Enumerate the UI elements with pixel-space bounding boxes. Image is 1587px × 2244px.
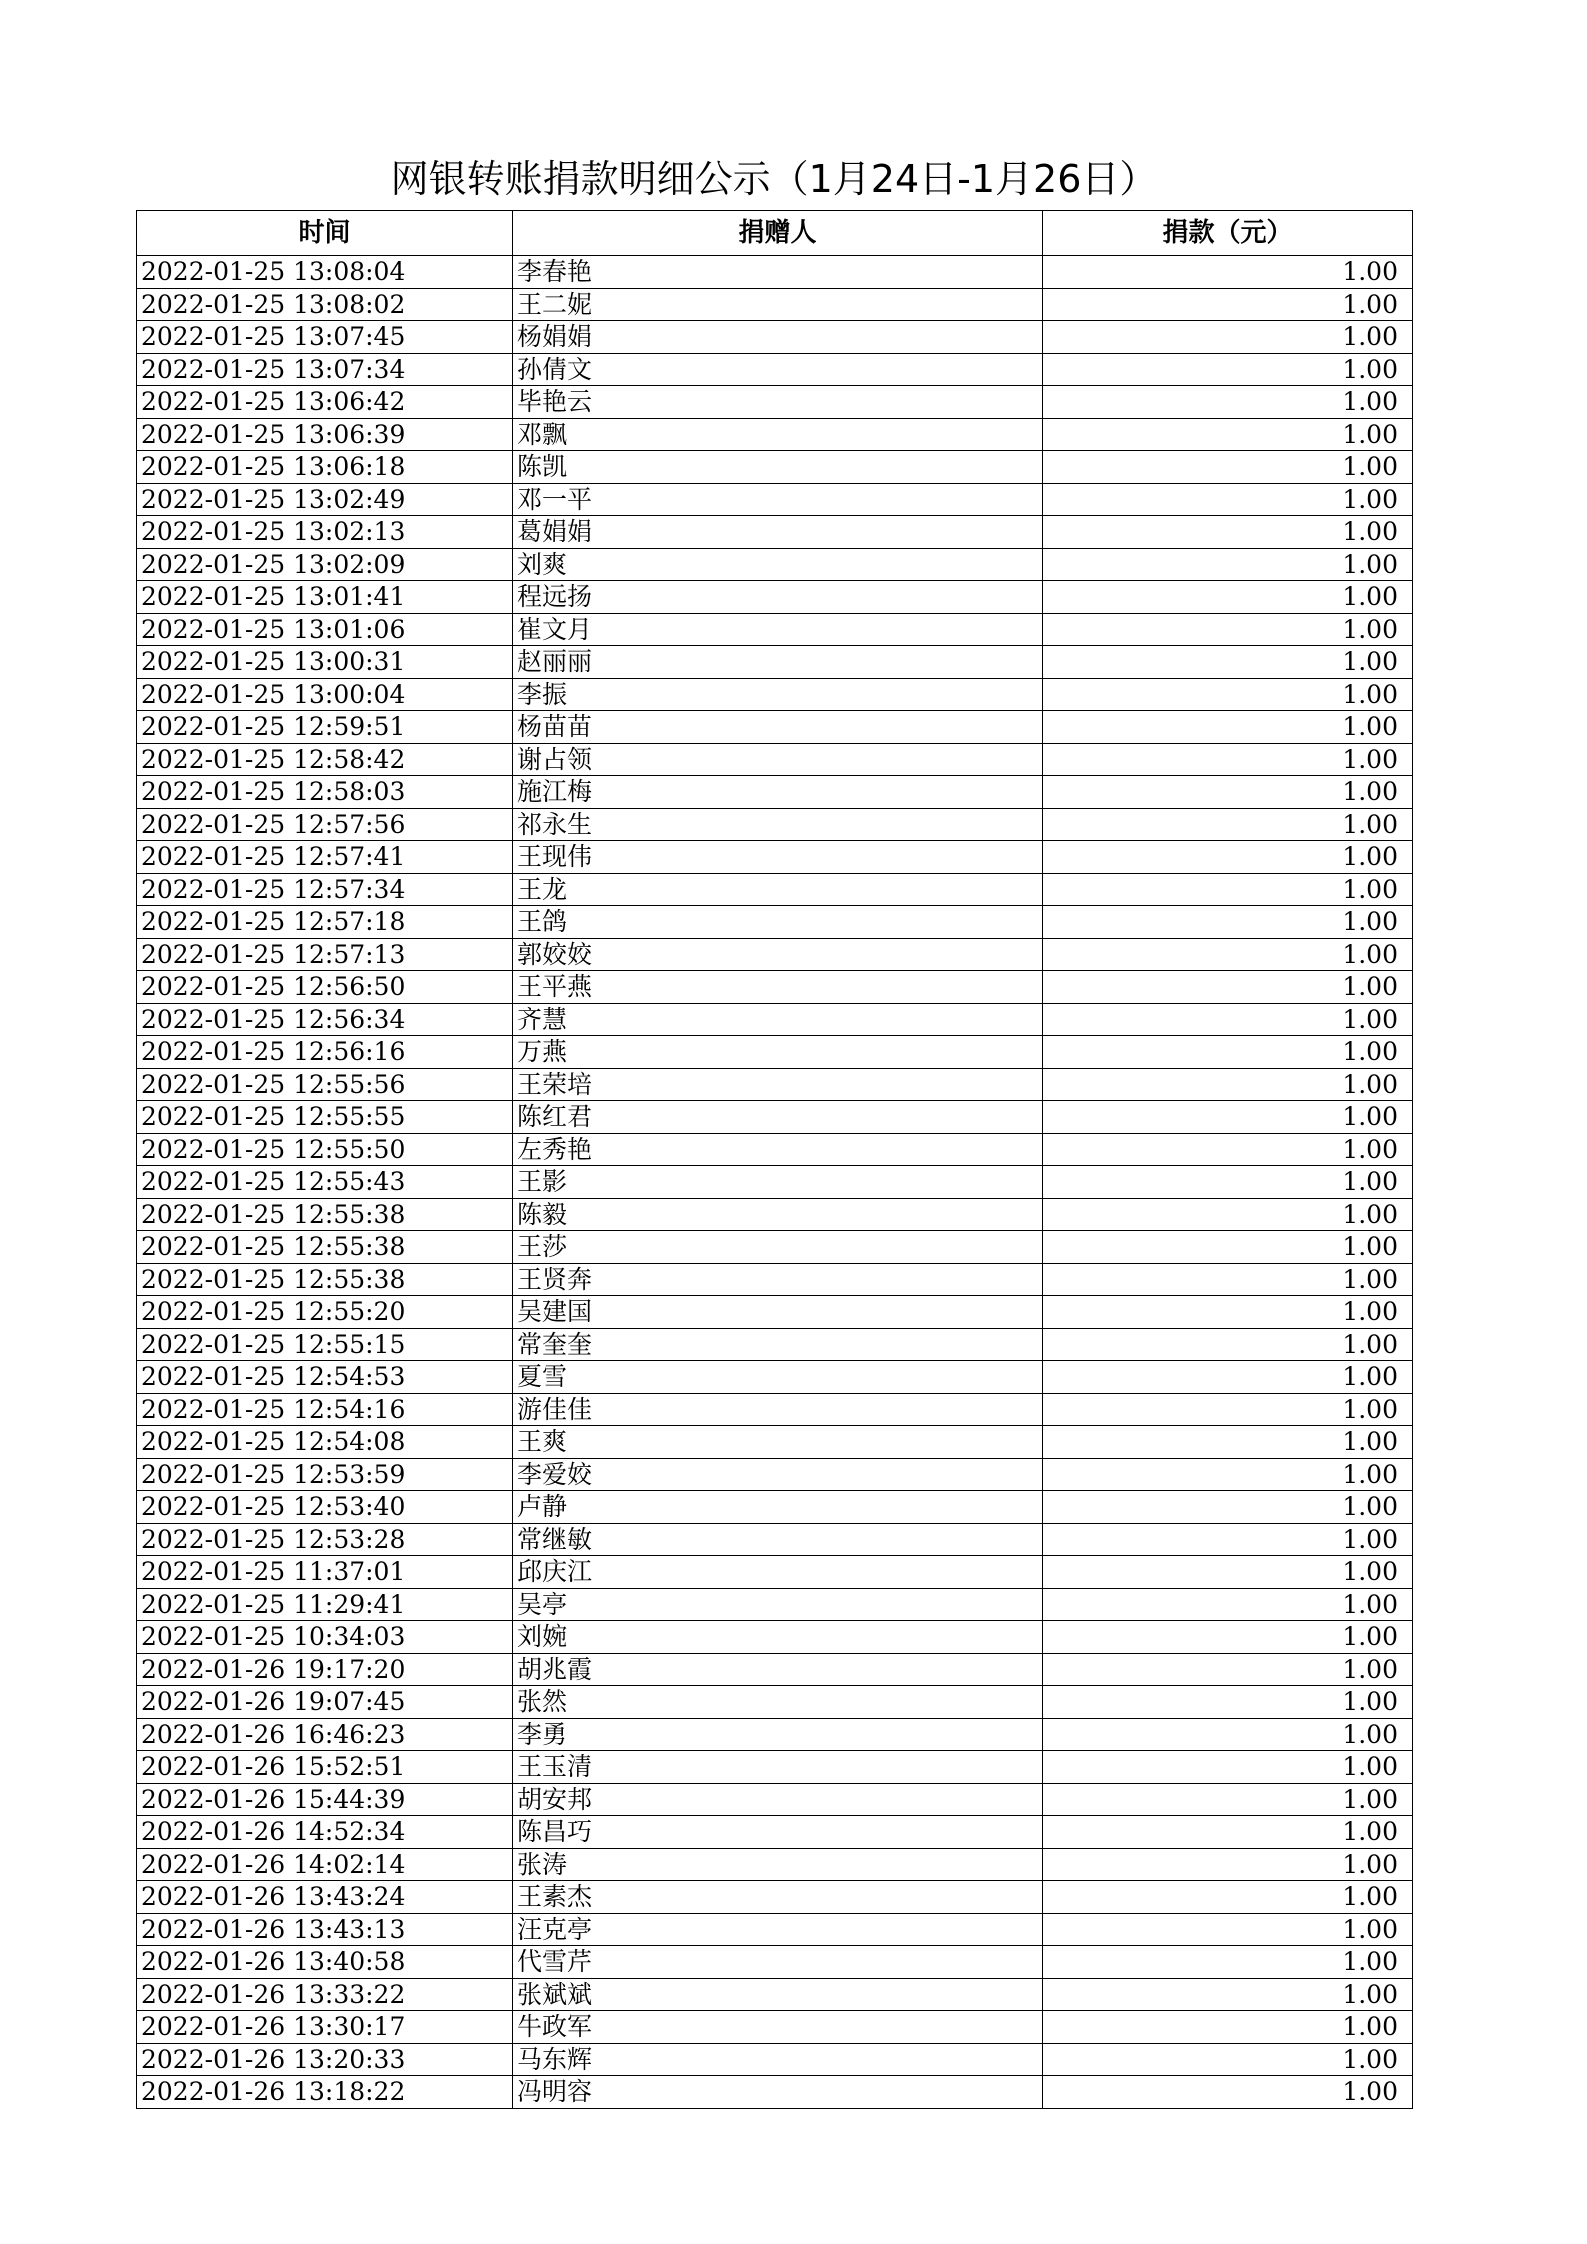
table-row xyxy=(137,321,1413,354)
donation-amount-cell: 1.00 xyxy=(1043,776,1413,809)
donation-amount-cell: 1.00 xyxy=(1043,1036,1413,1069)
donation-amount-cell: 1.00 xyxy=(1043,1166,1413,1199)
donation-time-cell: 2022-01-26 15:44:39 xyxy=(137,1783,513,1816)
donation-amount-cell: 1.00 xyxy=(1043,1068,1413,1101)
table-row xyxy=(137,1263,1413,1296)
donation-amount-cell: 1.00 xyxy=(1043,938,1413,971)
donor-name-cell: 孙倩文 xyxy=(513,353,1043,386)
table-row xyxy=(137,971,1413,1004)
donation-time-cell: 2022-01-26 13:33:22 xyxy=(137,1978,513,2011)
donation-time-cell: 2022-01-25 10:34:03 xyxy=(137,1621,513,1654)
donor-name-cell: 王影 xyxy=(513,1166,1043,1199)
column-header-donor: 捐赠人 xyxy=(513,211,1043,256)
donation-time-cell: 2022-01-25 12:53:28 xyxy=(137,1523,513,1556)
donor-name-cell: 王平燕 xyxy=(513,971,1043,1004)
table-body xyxy=(137,256,1413,2109)
donation-time-cell: 2022-01-26 13:43:24 xyxy=(137,1881,513,1914)
donation-amount-cell: 1.00 xyxy=(1043,1848,1413,1881)
donor-name-cell: 游佳佳 xyxy=(513,1393,1043,1426)
donor-name-cell: 王龙 xyxy=(513,873,1043,906)
donation-amount-cell: 1.00 xyxy=(1043,1913,1413,1946)
donor-name-cell: 李振 xyxy=(513,678,1043,711)
donor-name-cell: 胡安邦 xyxy=(513,1783,1043,1816)
table-row xyxy=(137,1816,1413,1849)
donor-name-cell: 吴亭 xyxy=(513,1588,1043,1621)
donor-name-cell: 代雪芹 xyxy=(513,1946,1043,1979)
donor-name-cell: 杨娟娟 xyxy=(513,321,1043,354)
donation-time-cell: 2022-01-25 12:56:34 xyxy=(137,1003,513,1036)
donation-time-cell: 2022-01-25 12:55:20 xyxy=(137,1296,513,1329)
donor-name-cell: 李勇 xyxy=(513,1718,1043,1751)
donation-time-cell: 2022-01-25 12:58:03 xyxy=(137,776,513,809)
donor-name-cell: 齐慧 xyxy=(513,1003,1043,1036)
donation-time-cell: 2022-01-25 13:01:41 xyxy=(137,581,513,614)
donation-amount-cell: 1.00 xyxy=(1043,1556,1413,1589)
donation-amount-cell: 1.00 xyxy=(1043,1783,1413,1816)
table-row xyxy=(137,1946,1413,1979)
donation-amount-cell: 1.00 xyxy=(1043,1101,1413,1134)
donation-time-cell: 2022-01-25 12:53:59 xyxy=(137,1458,513,1491)
donor-name-cell: 程远扬 xyxy=(513,581,1043,614)
donation-amount-cell: 1.00 xyxy=(1043,646,1413,679)
table-row xyxy=(137,1751,1413,1784)
donation-amount-cell: 1.00 xyxy=(1043,256,1413,289)
donor-name-cell: 邓一平 xyxy=(513,483,1043,516)
donation-time-cell: 2022-01-26 13:20:33 xyxy=(137,2043,513,2076)
table-row xyxy=(137,646,1413,679)
donation-amount-cell: 1.00 xyxy=(1043,548,1413,581)
donation-amount-cell: 1.00 xyxy=(1043,1686,1413,1719)
donor-name-cell: 牛政军 xyxy=(513,2011,1043,2044)
column-header-amount: 捐款（元） xyxy=(1043,211,1413,256)
table-row xyxy=(137,1718,1413,1751)
page-title: 网银转账捐款明细公示（1月24日-1月26日） xyxy=(390,157,1158,201)
table-row xyxy=(137,386,1413,419)
donation-time-cell: 2022-01-25 12:55:15 xyxy=(137,1328,513,1361)
table-row xyxy=(137,2076,1413,2109)
table-header xyxy=(137,211,1413,256)
table-row xyxy=(137,1491,1413,1524)
table-row xyxy=(137,418,1413,451)
donor-name-cell: 崔文月 xyxy=(513,613,1043,646)
donation-time-cell: 2022-01-25 12:57:13 xyxy=(137,938,513,971)
donor-name-cell: 陈红君 xyxy=(513,1101,1043,1134)
donation-amount-cell: 1.00 xyxy=(1043,1523,1413,1556)
donor-name-cell: 李春艳 xyxy=(513,256,1043,289)
donation-amount-cell: 1.00 xyxy=(1043,353,1413,386)
donation-time-cell: 2022-01-26 15:52:51 xyxy=(137,1751,513,1784)
donation-amount-cell: 1.00 xyxy=(1043,2011,1413,2044)
table-row xyxy=(137,1068,1413,1101)
donation-table xyxy=(136,210,1413,2109)
donor-name-cell: 张然 xyxy=(513,1686,1043,1719)
table-row xyxy=(137,1296,1413,1329)
table-row xyxy=(137,1458,1413,1491)
donor-name-cell: 王鸽 xyxy=(513,906,1043,939)
donation-amount-cell: 1.00 xyxy=(1043,288,1413,321)
table-row xyxy=(137,711,1413,744)
donation-time-cell: 2022-01-25 12:56:50 xyxy=(137,971,513,1004)
donation-amount-cell: 1.00 xyxy=(1043,873,1413,906)
donation-amount-cell: 1.00 xyxy=(1043,1621,1413,1654)
donor-name-cell: 王莎 xyxy=(513,1231,1043,1264)
table-row xyxy=(137,1978,1413,2011)
table-row xyxy=(137,1393,1413,1426)
donation-amount-cell: 1.00 xyxy=(1043,1653,1413,1686)
donation-amount-cell: 1.00 xyxy=(1043,2076,1413,2109)
table-row xyxy=(137,1881,1413,1914)
donation-time-cell: 2022-01-25 13:06:18 xyxy=(137,451,513,484)
donation-amount-cell: 1.00 xyxy=(1043,1458,1413,1491)
donor-name-cell: 夏雪 xyxy=(513,1361,1043,1394)
table-row xyxy=(137,873,1413,906)
donation-amount-cell: 1.00 xyxy=(1043,841,1413,874)
donor-name-cell: 毕艳云 xyxy=(513,386,1043,419)
table-row xyxy=(137,906,1413,939)
donation-time-cell: 2022-01-25 12:57:34 xyxy=(137,873,513,906)
donation-amount-cell: 1.00 xyxy=(1043,2043,1413,2076)
table-row xyxy=(137,483,1413,516)
table-row xyxy=(137,1686,1413,1719)
table-row xyxy=(137,1653,1413,1686)
table-row xyxy=(137,1588,1413,1621)
table-row xyxy=(137,2043,1413,2076)
header-row xyxy=(137,211,1413,256)
donation-time-cell: 2022-01-25 13:00:31 xyxy=(137,646,513,679)
donation-time-cell: 2022-01-25 12:55:55 xyxy=(137,1101,513,1134)
donation-time-cell: 2022-01-25 13:08:04 xyxy=(137,256,513,289)
table-row xyxy=(137,1913,1413,1946)
table-row xyxy=(137,1231,1413,1264)
donation-amount-cell: 1.00 xyxy=(1043,1751,1413,1784)
donation-time-cell: 2022-01-25 12:55:38 xyxy=(137,1231,513,1264)
donor-name-cell: 施江梅 xyxy=(513,776,1043,809)
donation-time-cell: 2022-01-26 13:18:22 xyxy=(137,2076,513,2109)
donor-name-cell: 张涛 xyxy=(513,1848,1043,1881)
column-header-time: 时间 xyxy=(137,211,513,256)
donor-name-cell: 祁永生 xyxy=(513,808,1043,841)
donation-amount-cell: 1.00 xyxy=(1043,678,1413,711)
table-row xyxy=(137,808,1413,841)
table-row xyxy=(137,613,1413,646)
donation-amount-cell: 1.00 xyxy=(1043,1816,1413,1849)
donation-time-cell: 2022-01-25 12:54:16 xyxy=(137,1393,513,1426)
donor-name-cell: 赵丽丽 xyxy=(513,646,1043,679)
donation-time-cell: 2022-01-25 12:55:43 xyxy=(137,1166,513,1199)
table-row xyxy=(137,288,1413,321)
donor-name-cell: 常继敏 xyxy=(513,1523,1043,1556)
donor-name-cell: 郭姣姣 xyxy=(513,938,1043,971)
table-row xyxy=(137,1848,1413,1881)
donation-amount-cell: 1.00 xyxy=(1043,1491,1413,1524)
donor-name-cell: 陈毅 xyxy=(513,1198,1043,1231)
donor-name-cell: 卢静 xyxy=(513,1491,1043,1524)
donation-time-cell: 2022-01-25 12:57:18 xyxy=(137,906,513,939)
donor-name-cell: 左秀艳 xyxy=(513,1133,1043,1166)
donor-name-cell: 张斌斌 xyxy=(513,1978,1043,2011)
donation-amount-cell: 1.00 xyxy=(1043,613,1413,646)
donor-name-cell: 汪克亭 xyxy=(513,1913,1043,1946)
table-row xyxy=(137,256,1413,289)
donation-time-cell: 2022-01-25 13:00:04 xyxy=(137,678,513,711)
table-row xyxy=(137,1101,1413,1134)
donation-time-cell: 2022-01-25 11:37:01 xyxy=(137,1556,513,1589)
table-row xyxy=(137,353,1413,386)
table-row xyxy=(137,1783,1413,1816)
table-row xyxy=(137,776,1413,809)
donation-amount-cell: 1.00 xyxy=(1043,971,1413,1004)
table-row xyxy=(137,581,1413,614)
table-row xyxy=(137,1621,1413,1654)
donor-name-cell: 王贤奔 xyxy=(513,1263,1043,1296)
donation-time-cell: 2022-01-25 11:29:41 xyxy=(137,1588,513,1621)
donor-name-cell: 邓飘 xyxy=(513,418,1043,451)
donation-amount-cell: 1.00 xyxy=(1043,1718,1413,1751)
table-row xyxy=(137,1133,1413,1166)
donor-name-cell: 王素杰 xyxy=(513,1881,1043,1914)
donor-name-cell: 吴建国 xyxy=(513,1296,1043,1329)
table-row xyxy=(137,1166,1413,1199)
donation-amount-cell: 1.00 xyxy=(1043,1263,1413,1296)
donation-amount-cell: 1.00 xyxy=(1043,1328,1413,1361)
table-row xyxy=(137,1556,1413,1589)
donor-name-cell: 陈昌巧 xyxy=(513,1816,1043,1849)
donation-time-cell: 2022-01-25 12:56:16 xyxy=(137,1036,513,1069)
table-row xyxy=(137,2011,1413,2044)
donation-time-cell: 2022-01-26 19:17:20 xyxy=(137,1653,513,1686)
donation-amount-cell: 1.00 xyxy=(1043,743,1413,776)
donation-amount-cell: 1.00 xyxy=(1043,1946,1413,1979)
donation-amount-cell: 1.00 xyxy=(1043,483,1413,516)
donation-amount-cell: 1.00 xyxy=(1043,1003,1413,1036)
donation-amount-cell: 1.00 xyxy=(1043,1393,1413,1426)
donation-time-cell: 2022-01-25 12:54:08 xyxy=(137,1426,513,1459)
donor-name-cell: 常奎奎 xyxy=(513,1328,1043,1361)
donation-time-cell: 2022-01-25 12:57:41 xyxy=(137,841,513,874)
table-row xyxy=(137,451,1413,484)
donor-name-cell: 谢占领 xyxy=(513,743,1043,776)
donor-name-cell: 邱庆江 xyxy=(513,1556,1043,1589)
table-row xyxy=(137,1198,1413,1231)
donor-name-cell: 杨苗苗 xyxy=(513,711,1043,744)
donor-name-cell: 冯明容 xyxy=(513,2076,1043,2109)
donation-amount-cell: 1.00 xyxy=(1043,581,1413,614)
donor-name-cell: 陈凯 xyxy=(513,451,1043,484)
donation-time-cell: 2022-01-25 12:59:51 xyxy=(137,711,513,744)
donor-name-cell: 刘婉 xyxy=(513,1621,1043,1654)
donation-time-cell: 2022-01-25 12:55:50 xyxy=(137,1133,513,1166)
donation-time-cell: 2022-01-25 12:55:38 xyxy=(137,1198,513,1231)
donation-time-cell: 2022-01-25 12:58:42 xyxy=(137,743,513,776)
table-row xyxy=(137,516,1413,549)
donation-amount-cell: 1.00 xyxy=(1043,418,1413,451)
donor-name-cell: 葛娟娟 xyxy=(513,516,1043,549)
donation-time-cell: 2022-01-25 13:06:39 xyxy=(137,418,513,451)
donor-name-cell: 王荣培 xyxy=(513,1068,1043,1101)
donation-amount-cell: 1.00 xyxy=(1043,451,1413,484)
donation-amount-cell: 1.00 xyxy=(1043,1198,1413,1231)
donation-time-cell: 2022-01-25 13:01:06 xyxy=(137,613,513,646)
table-row xyxy=(137,1426,1413,1459)
donor-name-cell: 马东辉 xyxy=(513,2043,1043,2076)
donation-time-cell: 2022-01-25 13:08:02 xyxy=(137,288,513,321)
donation-time-cell: 2022-01-25 12:54:53 xyxy=(137,1361,513,1394)
table-row xyxy=(137,1003,1413,1036)
donation-amount-cell: 1.00 xyxy=(1043,906,1413,939)
donation-time-cell: 2022-01-25 13:06:42 xyxy=(137,386,513,419)
donation-time-cell: 2022-01-25 12:53:40 xyxy=(137,1491,513,1524)
donation-time-cell: 2022-01-25 13:02:09 xyxy=(137,548,513,581)
donation-amount-cell: 1.00 xyxy=(1043,386,1413,419)
donation-time-cell: 2022-01-25 12:55:38 xyxy=(137,1263,513,1296)
donor-name-cell: 胡兆霞 xyxy=(513,1653,1043,1686)
donation-time-cell: 2022-01-25 12:55:56 xyxy=(137,1068,513,1101)
donation-time-cell: 2022-01-25 13:02:13 xyxy=(137,516,513,549)
donation-time-cell: 2022-01-25 13:02:49 xyxy=(137,483,513,516)
table-row xyxy=(137,1036,1413,1069)
donor-name-cell: 王二妮 xyxy=(513,288,1043,321)
table-row xyxy=(137,743,1413,776)
table-row xyxy=(137,678,1413,711)
donor-name-cell: 万燕 xyxy=(513,1036,1043,1069)
donation-time-cell: 2022-01-25 13:07:34 xyxy=(137,353,513,386)
donation-time-cell: 2022-01-26 14:52:34 xyxy=(137,1816,513,1849)
donor-name-cell: 王玉清 xyxy=(513,1751,1043,1784)
donor-name-cell: 刘爽 xyxy=(513,548,1043,581)
donation-amount-cell: 1.00 xyxy=(1043,1296,1413,1329)
donation-amount-cell: 1.00 xyxy=(1043,1426,1413,1459)
donation-time-cell: 2022-01-26 19:07:45 xyxy=(137,1686,513,1719)
donation-amount-cell: 1.00 xyxy=(1043,1361,1413,1394)
table-row xyxy=(137,841,1413,874)
donation-amount-cell: 1.00 xyxy=(1043,516,1413,549)
donation-time-cell: 2022-01-26 13:30:17 xyxy=(137,2011,513,2044)
donor-name-cell: 李爱姣 xyxy=(513,1458,1043,1491)
table-row xyxy=(137,1328,1413,1361)
table-row xyxy=(137,548,1413,581)
donation-amount-cell: 1.00 xyxy=(1043,1231,1413,1264)
donation-time-cell: 2022-01-26 13:43:13 xyxy=(137,1913,513,1946)
donation-time-cell: 2022-01-26 13:40:58 xyxy=(137,1946,513,1979)
donation-amount-cell: 1.00 xyxy=(1043,1133,1413,1166)
table-row xyxy=(137,938,1413,971)
donor-name-cell: 王现伟 xyxy=(513,841,1043,874)
donation-amount-cell: 1.00 xyxy=(1043,321,1413,354)
table-row xyxy=(137,1361,1413,1394)
table-row xyxy=(137,1523,1413,1556)
donation-time-cell: 2022-01-26 14:02:14 xyxy=(137,1848,513,1881)
donation-amount-cell: 1.00 xyxy=(1043,1881,1413,1914)
donation-amount-cell: 1.00 xyxy=(1043,808,1413,841)
donation-time-cell: 2022-01-26 16:46:23 xyxy=(137,1718,513,1751)
donation-amount-cell: 1.00 xyxy=(1043,1588,1413,1621)
donor-name-cell: 王爽 xyxy=(513,1426,1043,1459)
donation-time-cell: 2022-01-25 13:07:45 xyxy=(137,321,513,354)
donation-amount-cell: 1.00 xyxy=(1043,1978,1413,2011)
donation-amount-cell: 1.00 xyxy=(1043,711,1413,744)
donation-time-cell: 2022-01-25 12:57:56 xyxy=(137,808,513,841)
